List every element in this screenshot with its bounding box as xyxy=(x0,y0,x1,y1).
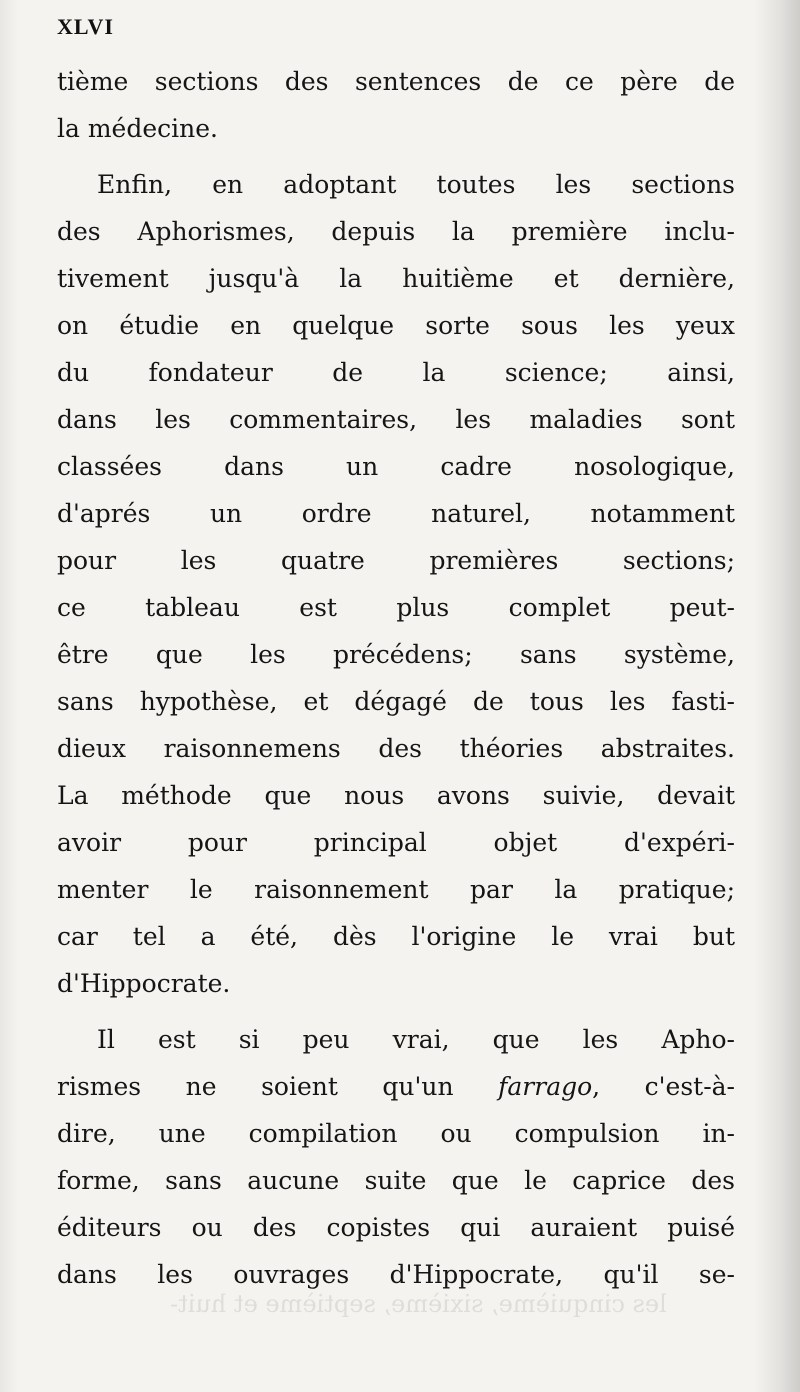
page-number: XLVI xyxy=(57,14,114,39)
text-line: d'aprés un ordre naturel, notamment xyxy=(57,499,735,528)
text-line: tivement jusqu'à la huitième et dernière, xyxy=(57,264,735,293)
text-line: on étudie en quelque sorte sous les yeux xyxy=(57,311,735,340)
text-line: d'Hippocrate. xyxy=(57,969,231,998)
text-line: Enfin, en adoptant toutes les sections xyxy=(97,170,735,199)
text-line: pour les quatre premières sections; xyxy=(57,546,735,575)
text-line: dans les commentaires, les maladies sont xyxy=(57,405,735,434)
bleed-through-text: les cinquième, sixième, septième et huit- xyxy=(170,1290,667,1318)
italic-word: farrago xyxy=(498,1072,593,1101)
text-line: ce tableau est plus complet peut- xyxy=(57,593,735,622)
text-line: être que les précédens; sans système, xyxy=(57,640,735,669)
text-line: tième sections des sentences de ce père de xyxy=(57,67,735,96)
text-line: dans les ouvrages d'Hippocrate, qu'il se- xyxy=(57,1260,735,1289)
text-line: éditeurs ou des copistes qui auraient puisé xyxy=(57,1213,735,1242)
text-line: car tel a été, dès l'origine le vrai but xyxy=(57,922,735,951)
text-line: avoir pour principal objet d'expéri- xyxy=(57,828,735,857)
page-edge-shadow xyxy=(754,0,800,1392)
page-gutter-shadow xyxy=(0,0,18,1392)
text-line: des Aphorismes, depuis la première inclu- xyxy=(57,217,735,246)
text-line: dieux raisonnemens des théories abstraites. xyxy=(57,734,735,763)
text-line: forme, sans aucune suite que le caprice des xyxy=(57,1166,735,1195)
text-line: sans hypothèse, et dégagé de tous les fasti- xyxy=(57,687,735,716)
text-line: la médecine. xyxy=(57,114,218,143)
paragraph xyxy=(57,58,735,152)
paragraph xyxy=(57,161,735,1007)
text-line-part: rismes ne soient qu'un xyxy=(57,1072,499,1101)
body-text xyxy=(57,58,735,1298)
text-line xyxy=(57,1063,735,1110)
text-line: du fondateur de la science; ainsi, xyxy=(57,358,735,387)
text-line-part: , c'est-à- xyxy=(592,1072,735,1101)
text-line: menter le raisonnement par la pratique; xyxy=(57,875,735,904)
text-line: Il est si peu vrai, que les Apho- xyxy=(97,1025,735,1054)
text-line: dire, une compilation ou compulsion in- xyxy=(57,1119,735,1148)
text-line: La méthode que nous avons suivie, devait xyxy=(57,781,735,810)
text-line: classées dans un cadre nosologique, xyxy=(57,452,735,481)
paragraph xyxy=(57,1016,735,1298)
